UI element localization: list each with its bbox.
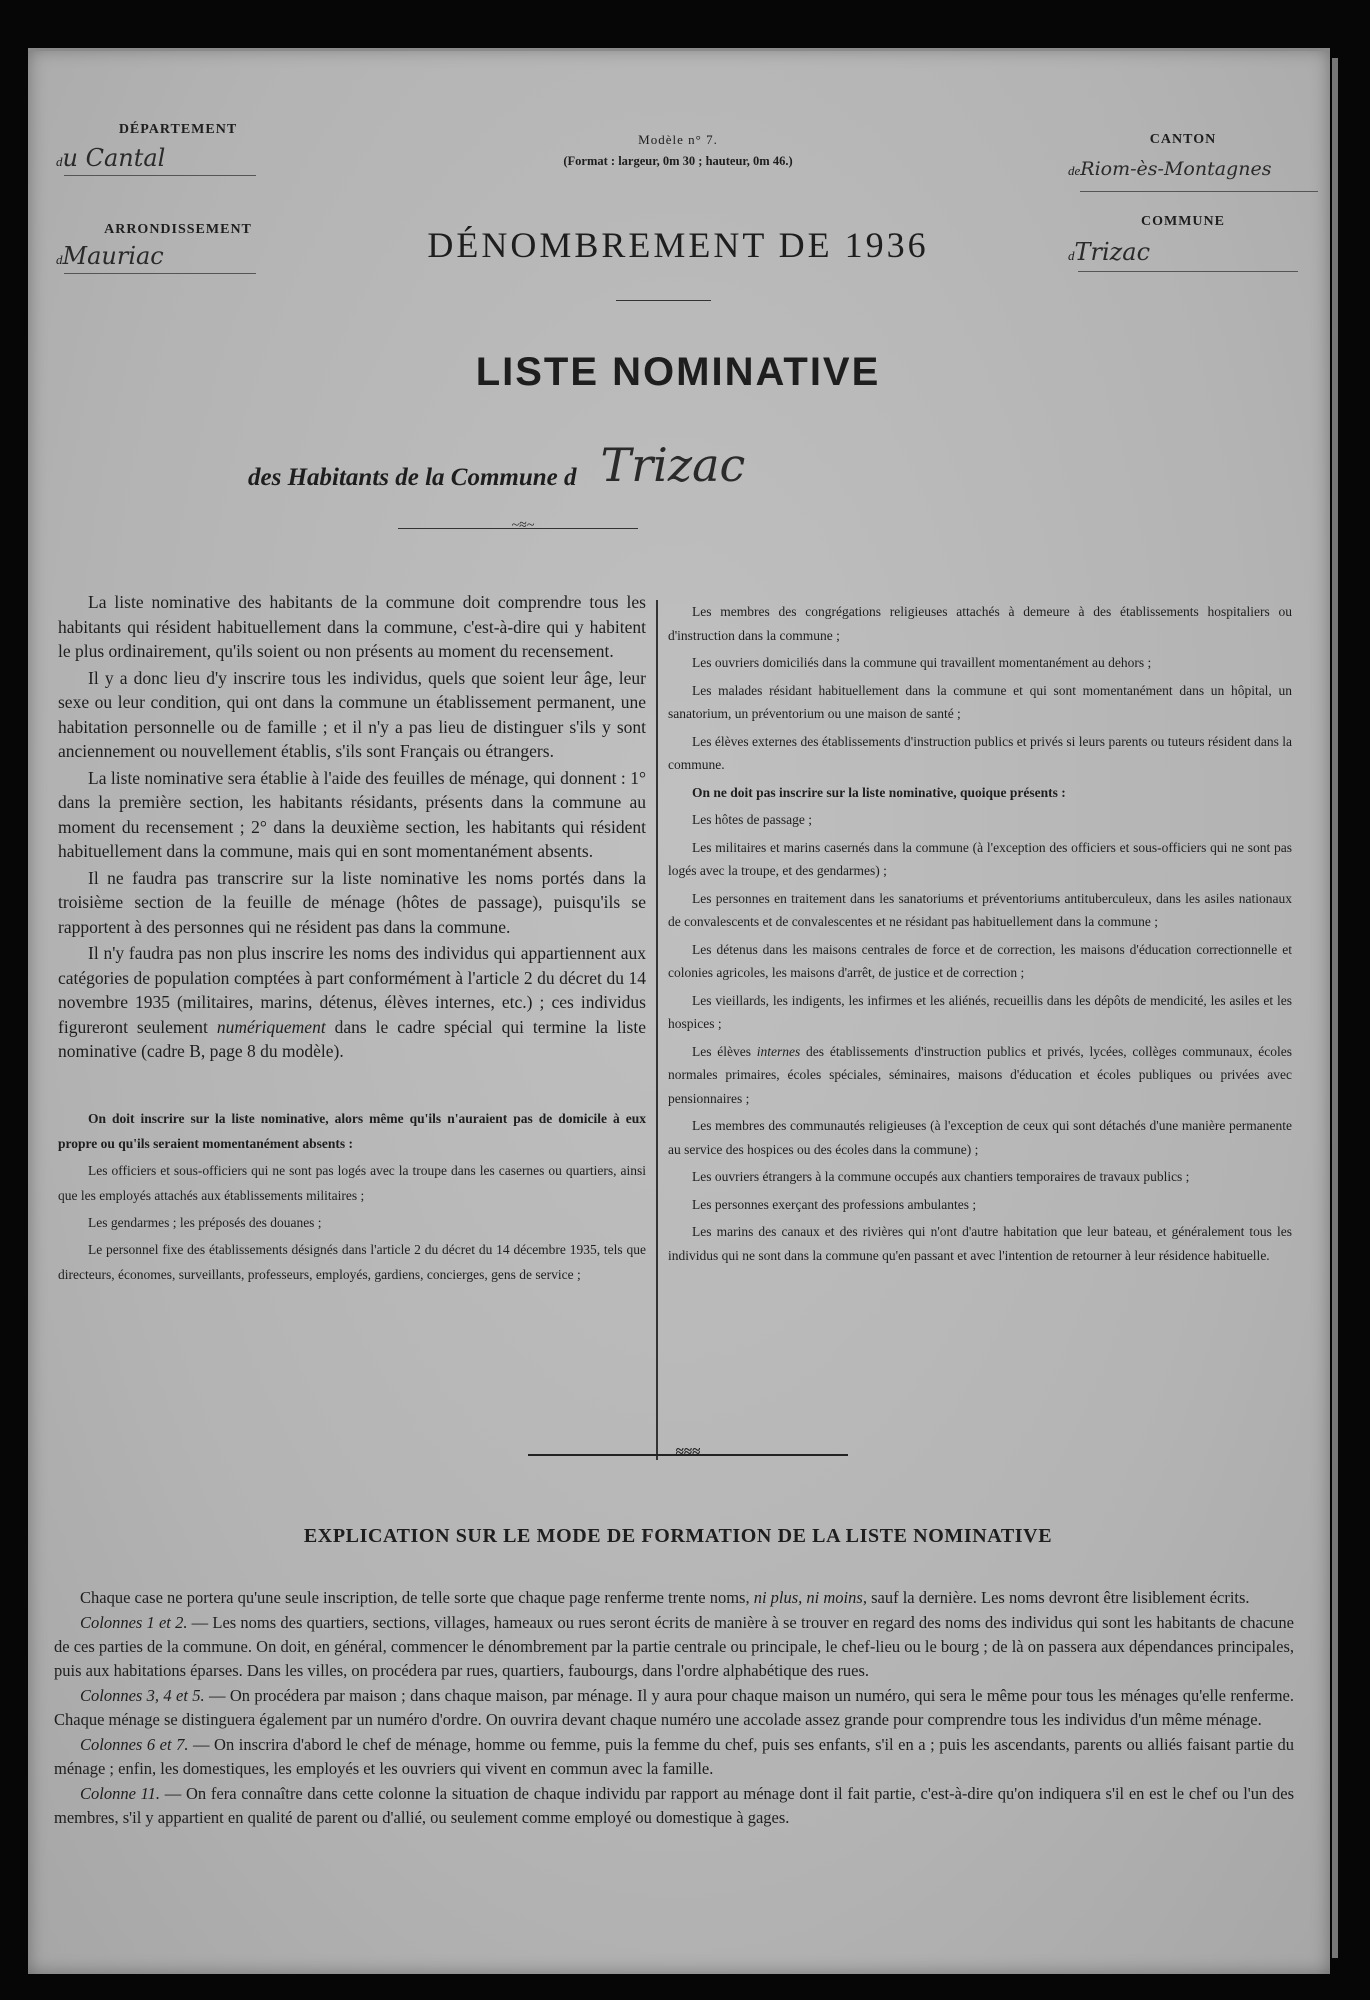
explication-paragraph-1: Chaque case ne portera qu'une seule inscription, de telle sorte que chaque page renferme trente noms, ni plus, ni moins, sauf la dernière. Les noms devront être lisiblement écrits. bbox=[80, 1588, 1250, 1607]
arrondissement-field: dMauriac bbox=[56, 242, 256, 276]
arrondissement-value: Mauriac bbox=[62, 242, 164, 270]
canton-field: deRiom-ès-Montagnes bbox=[1068, 158, 1318, 194]
left-paragraph-3: La liste nominative sera établie à l'aide des feuilles de ménage, qui donnent : 1° dans la première section, les habitants résidants, présents dans la commune au moment du recensement ; 2° dans la deuxième section, les habitants qui résident habituellement dans la commune, mais qui en sont momentanément absents. bbox=[58, 767, 646, 861]
departement-value: u Cantal bbox=[62, 144, 166, 172]
right-paragraph-2: Les ouvriers domiciliés dans la commune qui travaillent momentanément au dehors ; bbox=[692, 655, 1152, 670]
explication-paragraph-2: Colonnes 1 et 2. — Les noms des quartiers, sections, villages, hameaux ou rues seront écrits de manière à se trouver en regard des noms des individus qui sont les habitants de chacune de ces parties de la commune. On doit, en général, commencer le dénombrement par la partie centrale ou principale, le chef-lieu ou le bourg ; de là on passera aux dépendances principales, puis aux habitations éparses. Dans les villes, on procédera par rues, quartiers, faubourgs, dans l'ordre alphabétique des rues. bbox=[54, 1613, 1294, 1680]
right-column bbox=[668, 600, 1292, 1271]
right-paragraph-12: Les membres des communautés religieuses (à l'exception de ceux qui sont détachés d'une manière permanente au service des hospices ou des écoles dans la commune) ; bbox=[668, 1118, 1292, 1157]
right-paragraph-9: Les détenus dans les maisons centrales de force et de correction, les maisons d'éducation correctionnelle et colonies agricoles, les maisons d'arrêt, de justice et de correction ; bbox=[668, 941, 1292, 980]
canton-value: Riom-ès-Montagnes bbox=[1080, 158, 1272, 180]
explication-paragraph-3: Colonnes 3, 4 et 5. — On procédera par maison ; dans chaque maison, par ménage. Il y aura pour chaque maison un numéro, qui sera le même pour tous les ménages qu'elle renferme. Chaque ménage se distinguera également par un numéro d'ordre. On ouvrira devant chaque numéro une accolade assez grande pour comprendre tous les individus d'un même ménage. bbox=[54, 1686, 1294, 1729]
format-note: (Format : largeur, 0m 30 ; hauteur, 0m 46.) bbox=[563, 154, 793, 168]
right-paragraph-10: Les vieillards, les indigents, les infirmes et les aliénés, recueillis dans les dépôts de mendicité, les asiles et les hospices ; bbox=[668, 992, 1292, 1031]
right-paragraph-14: Les personnes exerçant des professions ambulantes ; bbox=[692, 1196, 977, 1212]
ornament-top: ~≈~ bbox=[511, 518, 535, 533]
document-page bbox=[28, 48, 1330, 1974]
left-paragraph-9: Le personnel fixe des établissements désignés dans l'article 2 du décret du 14 décembre 1935, tels que directeurs, économes, surveillants, professeurs, employés, gardiens, concierges, gens de service ; bbox=[58, 1241, 646, 1282]
right-paragraph-1: Les membres des congrégations religieuses attachés à demeure à des établissements hospitaliers ou d'instruction dans la commune ; bbox=[668, 604, 1292, 643]
left-paragraph-2: Il y a donc lieu d'y inscrire tous les individus, quels que soient leur âge, leur sexe ou leur condition, qui ont dans la commune un établissement permanent, une habitation personnelle ou de famille ; et il n'y a pas lieu de distinguer s'ils y sont anciennement ou nouvellement établis, s'ils sont Français ou étrangers. bbox=[58, 667, 646, 761]
right-paragraph-15: Les marins des canaux et des rivières qui n'ont d'autre habitation que leur bateau, et généralement tous les individus qui ne sont dans la commune qu'en passant et avec l'intention de retourner à leur résidence habituelle. bbox=[668, 1224, 1292, 1263]
commune-value: Trizac bbox=[1074, 238, 1151, 266]
left-paragraph-7: Les officiers et sous-officiers qui ne sont pas logés avec la troupe dans les casernes ou quartiers, ainsi que les employés attachés aux établissements militaires ; bbox=[58, 1162, 646, 1203]
canton-label: CANTON bbox=[1149, 132, 1217, 147]
right-paragraph-7: Les militaires et marins casernés dans la commune (à l'exception des officiers et sous-officiers qui ne sont pas logés avec la troupe, et des gendarmes) ; bbox=[668, 839, 1292, 878]
arrondissement-label: ARRONDISSEMENT bbox=[104, 222, 252, 237]
right-paragraph-11: Les élèves internes des établissements d'instruction publics et privés, lycées, collèges communaux, écoles normales primaires, écoles spéciales, séminaires, maisons d'éducation et écoles publiques ou privées avec pensionnaires ; bbox=[668, 1043, 1292, 1106]
left-paragraph-4: Il ne faudra pas transcrire sur la liste nominative les noms portés dans la troisième section de la feuille de ménage (hôtes de passage), puisqu'ils se rapportent à des personnes qui ne résident pas dans la commune. bbox=[58, 867, 646, 937]
explication-body bbox=[54, 1586, 1294, 1831]
left-paragraph-6: On doit inscrire sur la liste nominative, alors même qu'ils n'auraient pas de domicile à eux propre ou qu'ils seraient momentanément absents : bbox=[58, 1110, 646, 1151]
model-number: Modèle n° 7. bbox=[638, 132, 718, 147]
page-top-edge bbox=[28, 48, 1330, 51]
commune-label: COMMUNE bbox=[1141, 214, 1225, 229]
left-paragraph-5: Il n'y faudra pas non plus inscrire les noms des individus qui appartiennent aux catégories de population comptées à part conformément à l'article 2 du décret du 14 novembre 1935 (militaires, marins, détenus, élèves internes, etc.) ; ces individus figureront seulement numériquement dans le cadre spécial qui termine la liste nominative (cadre B, page 8 du modèle). bbox=[58, 943, 646, 1061]
explication-title: EXPLICATION SUR LE MODE DE FORMATION DE LA LISTE NOMINATIVE bbox=[303, 1525, 1053, 1547]
title-rule bbox=[616, 300, 711, 301]
explication-paragraph-5: Colonne 11. — On fera connaître dans cette colonne la situation de chaque individu par rapport au ménage dont il fait partie, c'est-à-dire qu'on indiquera s'il en est le chef ou l'un des membres, s'il y appartient en qualité de parent ou d'allié, ou seulement comme employé ou domestique à gages. bbox=[54, 1784, 1294, 1827]
right-paragraph-8: Les personnes en traitement dans les sanatoriums et préventoriums antituberculeux, dans les asiles nationaux de convalescents et de convalescentes et ne résidant pas habituellement dans la commune ; bbox=[668, 890, 1292, 929]
left-paragraph-8: Les gendarmes ; les préposés des douanes ; bbox=[88, 1214, 322, 1230]
right-paragraph-5: On ne doit pas inscrire sur la liste nominative, quoique présents : bbox=[692, 784, 1066, 800]
commune-field: dTrizac bbox=[1068, 238, 1298, 274]
departement-field: du Cantal bbox=[56, 144, 256, 178]
left-paragraph-1: La liste nominative des habitants de la commune doit comprendre tous les habitants qui résident habituellement dans la commune, c'est-à-dire qui y habitent le plus ordinairement, qu'ils soient ou non présents au moment du recensement. bbox=[58, 592, 646, 661]
departement-label: DÉPARTEMENT bbox=[118, 122, 238, 137]
right-paragraph-6: Les hôtes de passage ; bbox=[692, 812, 812, 827]
column-divider bbox=[656, 600, 658, 1460]
right-paragraph-4: Les élèves externes des établissements d'instruction publics et privés si leurs parents ou tuteurs résident dans la commune. bbox=[668, 733, 1292, 772]
ornament-middle: ≈≈≈ bbox=[675, 1444, 701, 1460]
left-column bbox=[58, 590, 646, 1289]
right-paragraph-13: Les ouvriers étrangers à la commune occupés aux chantiers temporaires de travaux publics ; bbox=[692, 1169, 1190, 1184]
explication-paragraph-4: Colonnes 6 et 7. — On inscrira d'abord le chef de ménage, homme ou femme, puis la femme du chef, puis ses enfants, s'il en a ; puis les ascendants, parents ou alliés faisant partie du ménage ; enfin, les domestiques, les employés et les ouvriers qui vivent en commun avec la famille. bbox=[54, 1735, 1294, 1778]
list-subtitle: LISTE NOMINATIVE bbox=[475, 350, 881, 394]
page-stack-edge bbox=[1332, 58, 1338, 1958]
habitants-line: des Habitants de la Commune d Trizac bbox=[248, 438, 746, 492]
commune-name-handwritten: Trizac bbox=[600, 438, 746, 492]
right-paragraph-3: Les malades résidant habituellement dans la commune et qui sont momentanément dans un hôpital, un sanatorium, un préventorium ou une maison de santé ; bbox=[668, 682, 1292, 721]
document-title: DÉNOMBREMENT DE 1936 bbox=[427, 225, 929, 265]
